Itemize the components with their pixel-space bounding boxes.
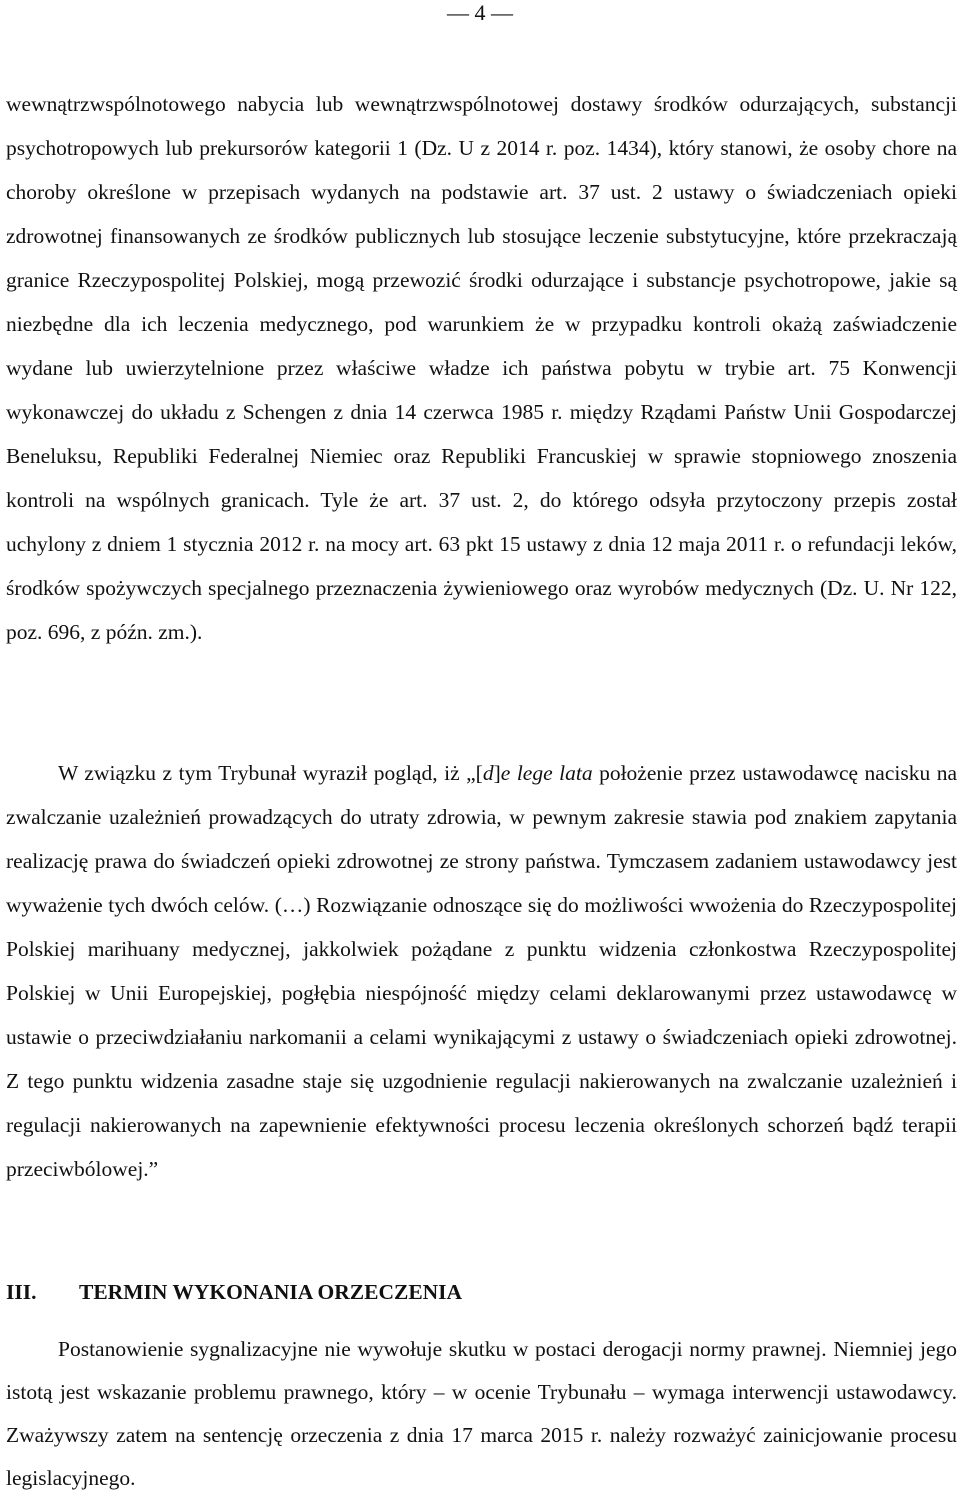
quote-italic-letter: d	[482, 761, 494, 785]
quote-lead-text: W związku z tym Trybunał wyraził pogląd, iż „[	[58, 761, 483, 785]
paragraph-quote	[6, 751, 957, 1191]
quote-italic-term: lege lata	[516, 761, 593, 785]
section-title: TERMIN WYKONANIA ORZECZENIA	[79, 1280, 463, 1304]
quote-italic-e: e	[500, 761, 517, 785]
section-number: III.	[6, 1280, 37, 1304]
section-heading	[6, 1277, 462, 1307]
page-number: — 4 —	[447, 0, 513, 25]
paragraph-final: Postanowienie sygnalizacyjne nie wywołuje skutku w postaci derogacji normy prawnej. Niemniej jego istotą jest wskazanie problemu prawnego, który – w ocenie Trybunału – wymaga interwencji ustawodawcy. Zważywszy zatem na sentencję orzeczenia z dnia 17 marca 2015 r. należy rozważyć zainicjowanie procesu legislacyjnego.	[6, 1337, 957, 1490]
quote-bracket: ]	[493, 761, 501, 785]
paragraph-continued: wewnątrzwspólnotowego nabycia lub wewnątrzwspólnotowej dostawy środków odurzających, substancji psychotropowych lub prekursorów kategorii 1 (Dz. U z 2014 r. poz. 1434), który stanowi, że osoby chore na choroby określone w przepisach wydanych na podstawie art. 37 ust. 2 ustawy o świadczeniach opieki zdrowotnej finansowanych ze środków publicznych lub stosujące leczenie substytucyjne, które przekraczają granice Rzeczypospolitej Polskiej, mogą przewozić środki odurzające i substancje psychotropowe, jakie są niezbędne dla ich leczenia medycznego, pod warunkiem że w przypadku kontroli okażą zaświadczenie wydane lub uwierzytelnione przez właściwe władze ich państwa pobytu w trybie art. 75 Konwencji wykonawczej do układu z Schengen z dnia 14 czerwca 1985 r. między Rządami Państw Unii Gospodarczej Beneluksu, Republiki Federalnej Niemiec oraz Republiki Francuskiej w sprawie stopniowego znoszenia kontroli na wspólnych granicach. Tyle że art. 37 ust. 2, do którego odsyła przytoczony przepis został uchylony z dniem 1 stycznia 2012 r. na mocy art. 63 pkt 15 ustawy z dnia 12 maja 2011 r. o refundacji leków, środków spożywczych specjalnego przeznaczenia żywieniowego oraz wyrobów medycznych (Dz. U. Nr 122, poz. 696, z późn. zm.).	[6, 92, 957, 644]
quote-body-text: położenie przez ustawodawcę nacisku na zwalczanie uzależnień prowadzących do utraty zdrowia, w pewnym zakresie stawia pod znakiem zapytania realizację prawa do świadczeń opieki zdrowotnej ze strony państwa. Tymczasem zadaniem ustawodawcy jest wyważenie tych dwóch celów. (…) Rozwiązanie odnoszące się do możliwości wwożenia do Rzeczypospolitej Polskiej marihuany medycznej, jakkolwiek pożądane z punktu widzenia członkostwa Rzeczypospolitej Polskiej w Unii Europejskiej, pogłębia niespójność między celami deklarowanymi przez ustawodawcę w ustawie o przeciwdziałaniu narkomanii a celami wynikającymi z ustawy o świadczeniach opieki zdrowotnej. Z tego punktu widzenia zasadne staje się uzgodnienie regulacji nakierowanych na zwalczanie uzależnień i regulacji nakierowanych na zapewnienie efektywności procesu leczenia określonych schorzeń bądź terapii przeciwbólowej.”	[6, 761, 958, 1181]
